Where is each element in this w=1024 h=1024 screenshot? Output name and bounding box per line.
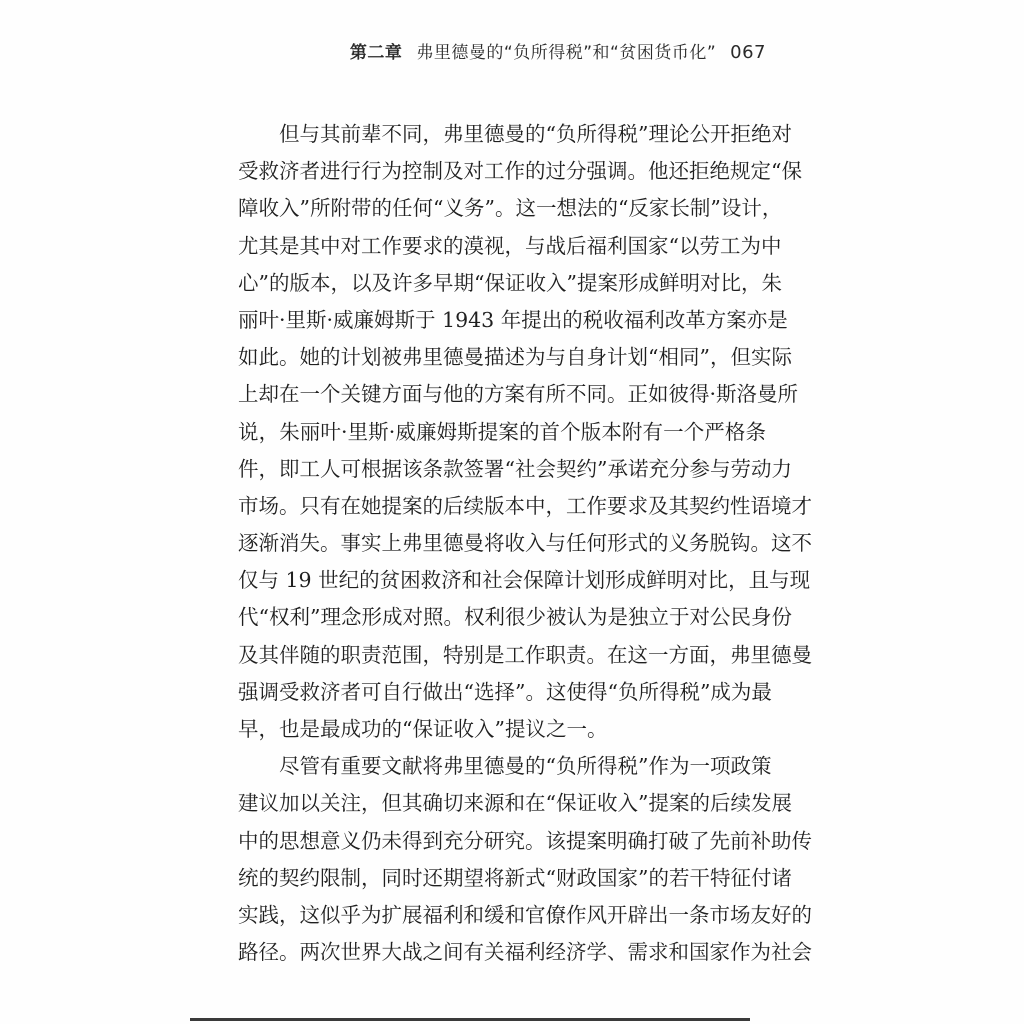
text-line: 上却在一个关键方面与他的方案有所不同。正如彼得·斯洛曼所 [238,382,799,407]
text-line: 仅与 19 世纪的贫困救济和社会保障计划形成鲜明对比，且与现 [238,568,811,593]
text-line: 尽管有重要文献将弗里德曼的“负所得税”作为一项政策 [279,754,772,779]
text-line: 统的契约限制，同时还期望将新式“财政国家”的若干特征付诸 [238,865,792,890]
chapter-title: 弗里德曼的“负所得税”和“贫困货币化” [416,43,717,63]
page-edge-shadow [190,1018,750,1021]
running-header [250,38,766,63]
text-line: 及其伴随的职责范围，特别是工作职责。在这一方面，弗里德曼 [238,642,812,667]
text-line: 障收入”所附带的任何“义务”。这一想法的“反家长制”设计， [238,196,783,221]
text-line: 如此。她的计划被弗里德曼描述为与自身计划“相同”，但实际 [238,345,792,370]
text-line: 代“权利”理念形成对照。权利很少被认为是独立于对公民身份 [238,605,792,630]
text-line: 尤其是其中对工作要求的漠视，与战后福利国家“以劳工为中 [238,233,782,258]
text-line: 说，朱丽叶·里斯·威廉姆斯提案的首个版本附有一个严格条 [238,419,766,444]
text-line: 实践，这似乎为扩展福利和缓和官僚作风开辟出一条市场友好的 [238,902,812,927]
text-line: 逐渐消失。事实上弗里德曼将收入与任何形式的义务脱钩。这不 [238,531,812,556]
body-text [238,116,812,971]
text-line: 丽叶·里斯·威廉姆斯于 1943 年提出的税收福利改革方案亦是 [238,307,788,332]
text-line: 但与其前辈不同，弗里德曼的“负所得税”理论公开拒绝对 [279,122,792,146]
page-number: 067 [730,42,766,63]
text-line: 建议加以关注，但其确切来源和在“保证收入”提案的后续发展 [238,791,792,816]
text-line: 受救济者进行行为控制及对工作的过分强调。他还拒绝规定“保 [238,159,802,184]
text-line: 路径。两次世界大战之间有关福利经济学、需求和国家作为社会 [238,940,812,965]
text-line: 强调受救济者可自行做出“选择”。这使得“负所得税”成为最 [238,679,772,704]
text-line: 件，即工人可根据该条款签署“社会契约”承诺充分参与劳动力 [238,456,792,481]
text-line: 中的思想意义仍未得到充分研究。该提案明确打破了先前补助传 [238,828,812,853]
text-line: 心”的版本，以及许多早期“保证收入”提案形成鲜明对比，朱 [238,270,782,295]
text-line: 早，也是最成功的“保证收入”提议之一。 [238,717,608,741]
text-line: 市场。只有在她提案的后续版本中，工作要求及其契约性语境才 [238,493,812,518]
chapter-label: 第二章 [349,43,403,63]
